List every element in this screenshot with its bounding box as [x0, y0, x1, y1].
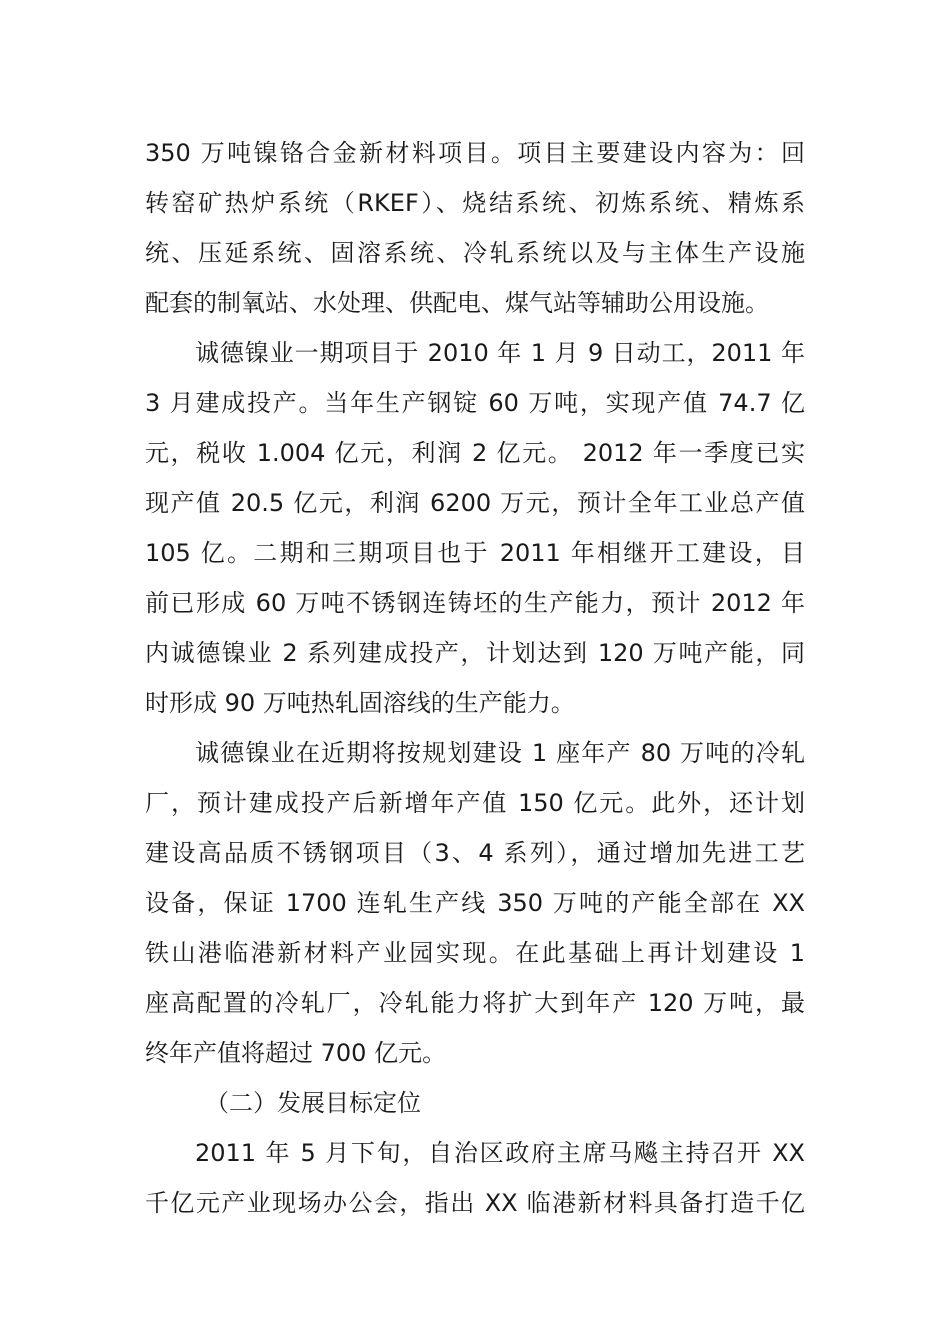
text-line: 105 亿。二期和三期项目也于 2011 年相继开工建设，目 — [145, 539, 805, 567]
paragraph-4 — [145, 1128, 805, 1228]
text-line: 配套的制氧站、水处理、供配电、煤气站等辅助公用设施。 — [145, 289, 769, 317]
text-line: 厂，预计建成投产后新增年产值 150 亿元。此外，还计划 — [145, 789, 805, 817]
text-line: 元，税收 1.004 亿元，利润 2 亿元。 2012 年一季度已实 — [145, 439, 805, 467]
text-line: 诚德镍业一期项目于 2010 年 1 月 9 日动工，2011 年 — [195, 339, 805, 367]
text-line: 3 月建成投产。当年生产钢锭 60 万吨，实现产值 74.7 亿 — [145, 389, 805, 417]
text-line: 时形成 90 万吨热轧固溶线的生产能力。 — [145, 689, 575, 717]
text-line: 铁山港临港新材料产业园实现。在此基础上再计划建设 1 — [145, 939, 805, 967]
paragraph-3 — [145, 728, 805, 1078]
paragraph-1 — [145, 128, 805, 328]
body-text — [145, 128, 805, 1228]
text-line: 2011 年 5 月下旬，自治区政府主席马飚主持召开 XX — [195, 1139, 805, 1167]
text-line: 终年产值将超过 700 亿元。 — [145, 1039, 447, 1067]
text-line: 内诚德镍业 2 系列建成投产，计划达到 120 万吨产能，同 — [145, 639, 805, 667]
text-line: 350 万吨镍铬合金新材料项目。项目主要建设内容为：回 — [145, 139, 805, 167]
section-heading: （二）发展目标定位 — [205, 1089, 421, 1117]
text-line: 设备，保证 1700 连轧生产线 350 万吨的产能全部在 XX — [145, 889, 805, 917]
paragraph-2 — [145, 328, 805, 728]
text-line: 座高配置的冷轧厂，冷轧能力将扩大到年产 120 万吨，最 — [145, 989, 805, 1017]
text-line: 现产值 20.5 亿元，利润 6200 万元，预计全年工业总产值 — [145, 489, 805, 517]
text-line: 统、压延系统、固溶系统、冷轧系统以及与主体生产设施 — [145, 239, 805, 267]
text-line: 转窑矿热炉系统（RKEF）、烧结系统、初炼系统、精炼系 — [145, 189, 805, 217]
text-line: 建设高品质不锈钢项目（3、4 系列），通过增加先进工艺 — [145, 839, 805, 867]
text-line: 诚德镍业在近期将按规划建设 1 座年产 80 万吨的冷轧 — [195, 739, 805, 767]
text-line: 前已形成 60 万吨不锈钢连铸坯的生产能力，预计 2012 年 — [145, 589, 805, 617]
text-line: 千亿元产业现场办公会，指出 XX 临港新材料具备打造千亿 — [145, 1189, 805, 1217]
